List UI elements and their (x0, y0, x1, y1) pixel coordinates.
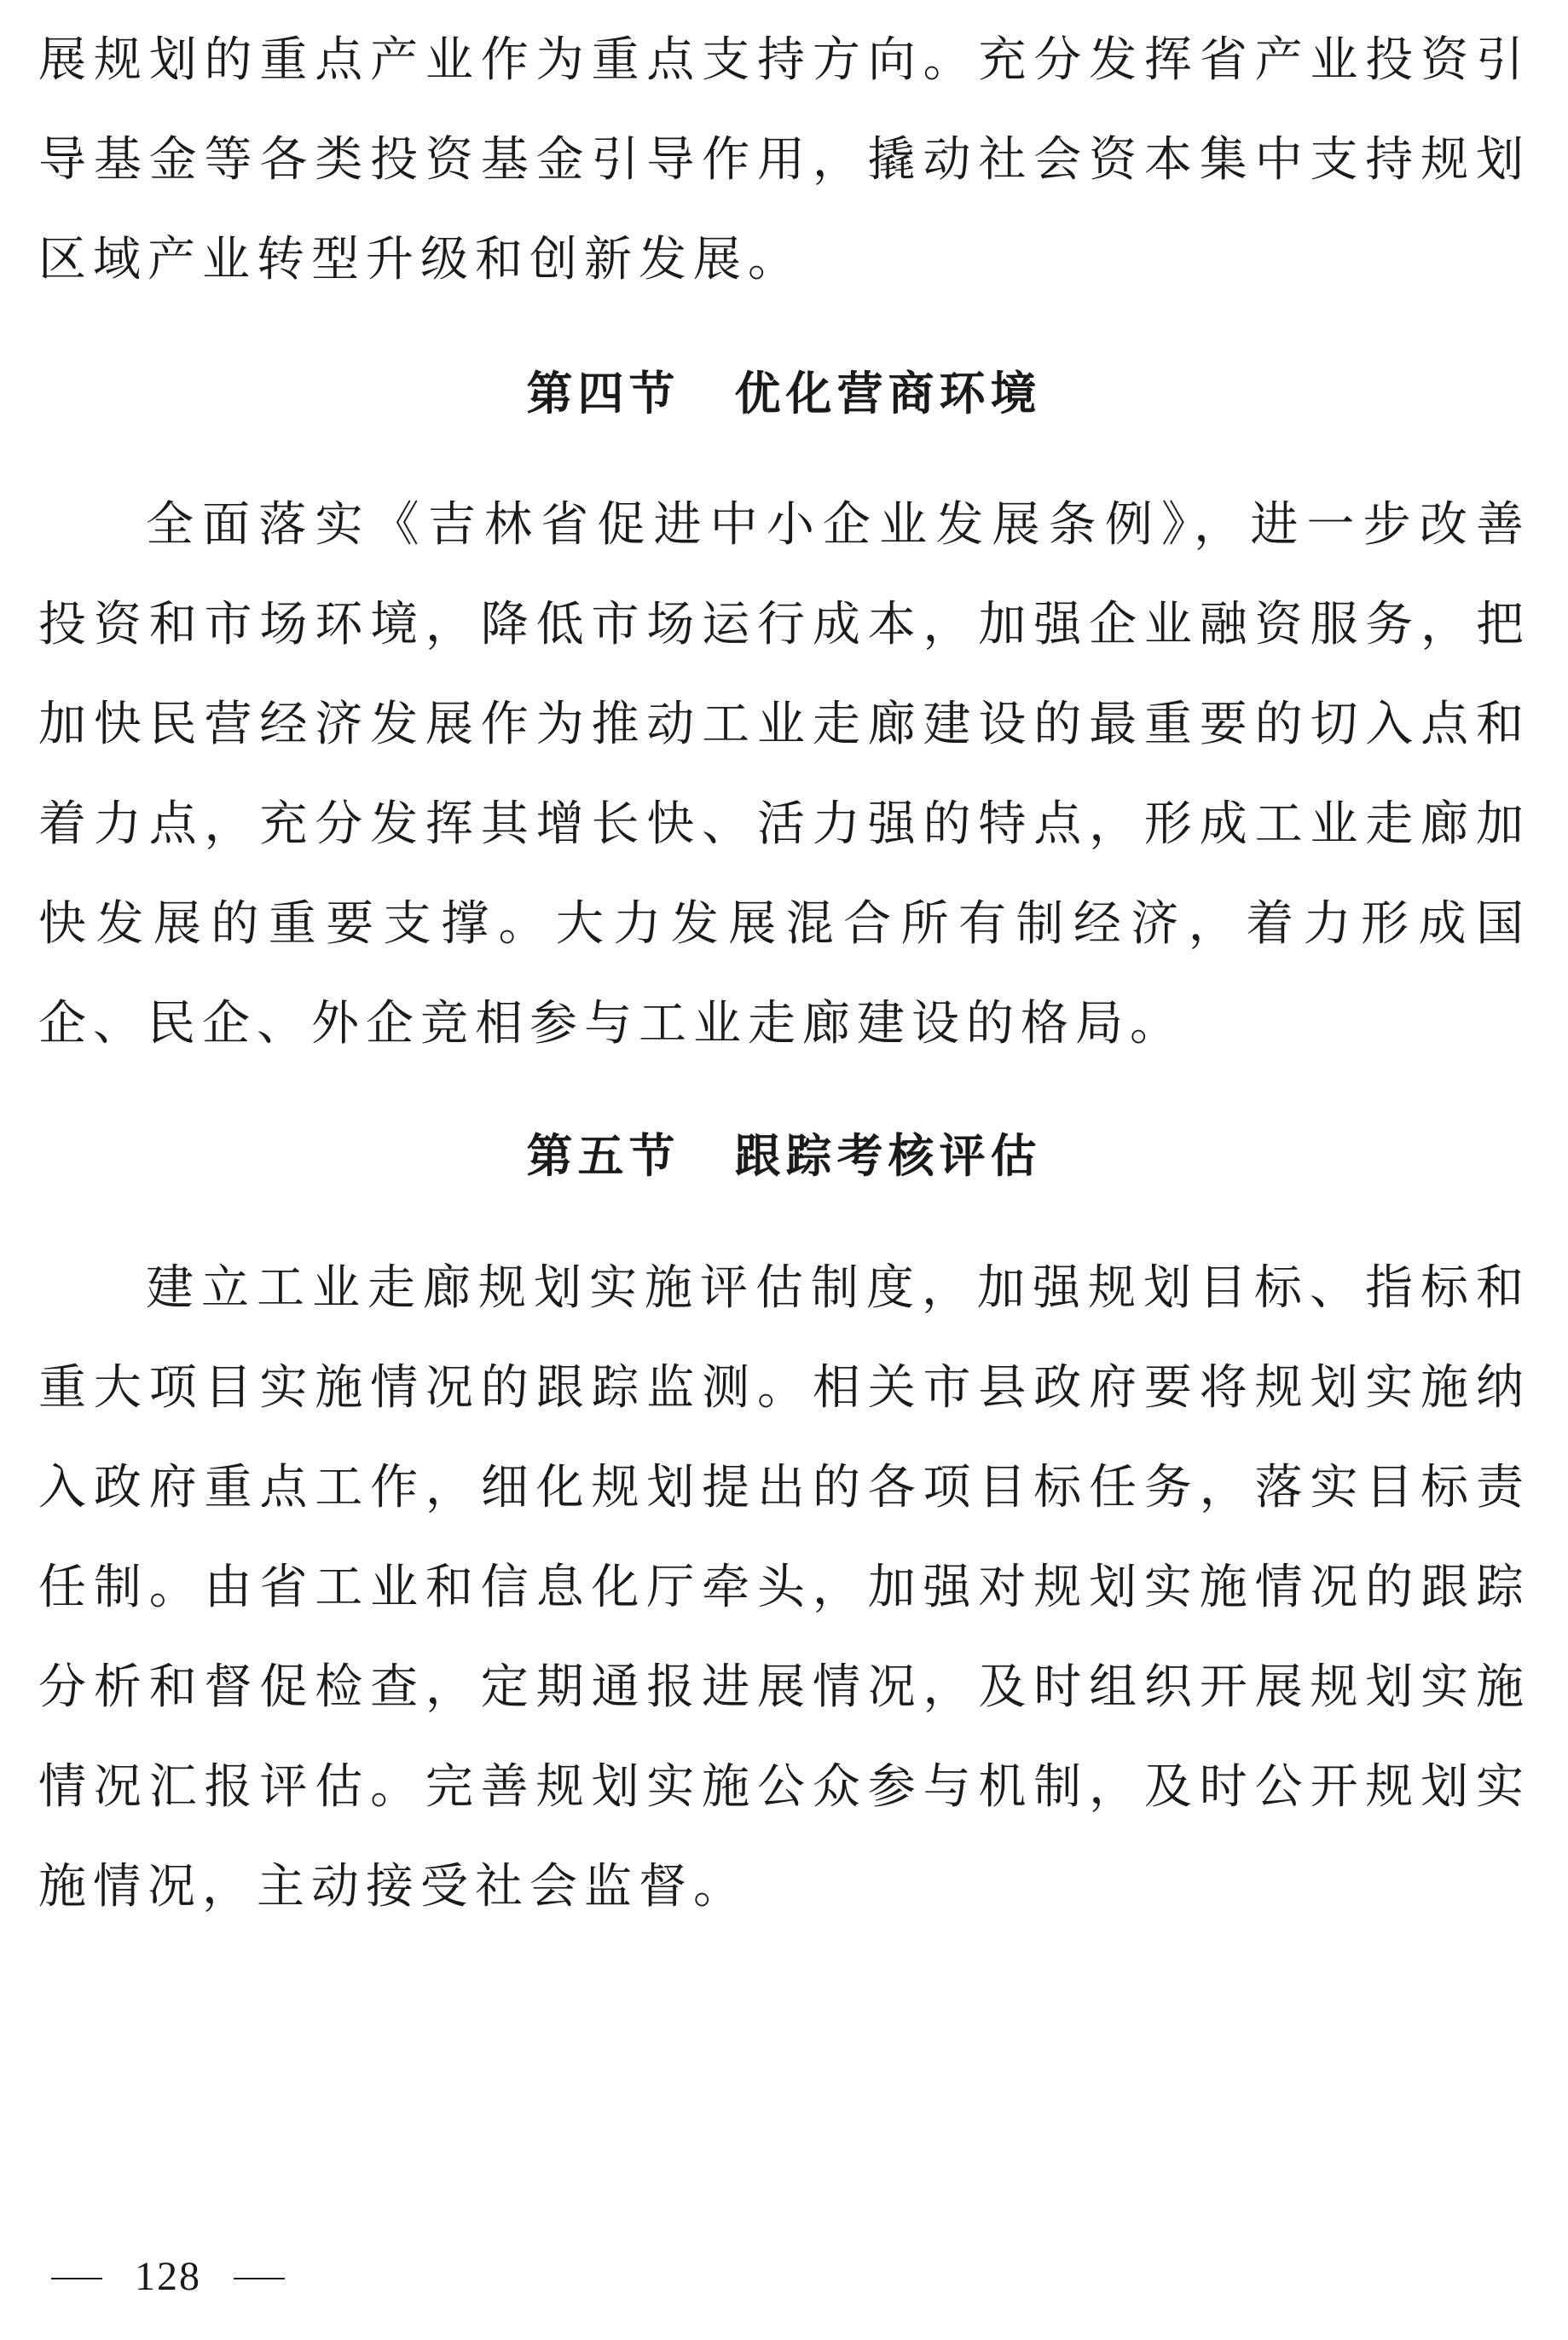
paragraph-business-environment: 全面落实《吉林省促进中小企业发展条例》，进一步改善投资和市场环境，降低市场运行成本，加强企业融资服务，把加快民营经济发展作为推动工业走廊建设的最重要的切入点和着力点，充分发挥其增长快、活力强的特点，形成工业走廊加快发展的重要支撑。大力发展混合所有制经济，着力形成国企、民企、外企竞相参与工业走廊建设的格局。 (38, 497, 1530, 1051)
section-heading-5 (0, 1122, 1568, 1190)
page-footer (51, 2251, 285, 2302)
section-number: 第五节 (526, 1129, 680, 1183)
section-title: 优化营商环境 (734, 367, 1042, 420)
section-heading-4 (0, 360, 1568, 428)
footer-dash-right (234, 2278, 285, 2279)
footer-dash-left (51, 2278, 102, 2279)
paragraph-tracking-assessment: 建立工业走廊规划实施评估制度，加强规划目标、指标和重大项目实施情况的跟踪监测。相关市县政府要将规划实施纳入政府重点工作，细化规划提出的各项目标任务，落实目标责任制。由省工业和信息化厅牵头，加强对规划实施情况的跟踪分析和督促检查，定期通报进展情况，及时组织开展规划实施情况汇报评估。完善规划实施公众参与机制，及时公开规划实施情况，主动接受社会监督。 (38, 1260, 1530, 1914)
section-number: 第四节 (526, 367, 680, 420)
paragraph-continuation: 展规划的重点产业作为重点支持方向。充分发挥省产业投资引导基金等各类投资基金引导作用，撬动社会资本集中支持规划区域产业转型升级和创新发展。 (38, 32, 1530, 287)
section-title: 跟踪考核评估 (734, 1129, 1042, 1183)
page-number: 128 (135, 2254, 201, 2299)
